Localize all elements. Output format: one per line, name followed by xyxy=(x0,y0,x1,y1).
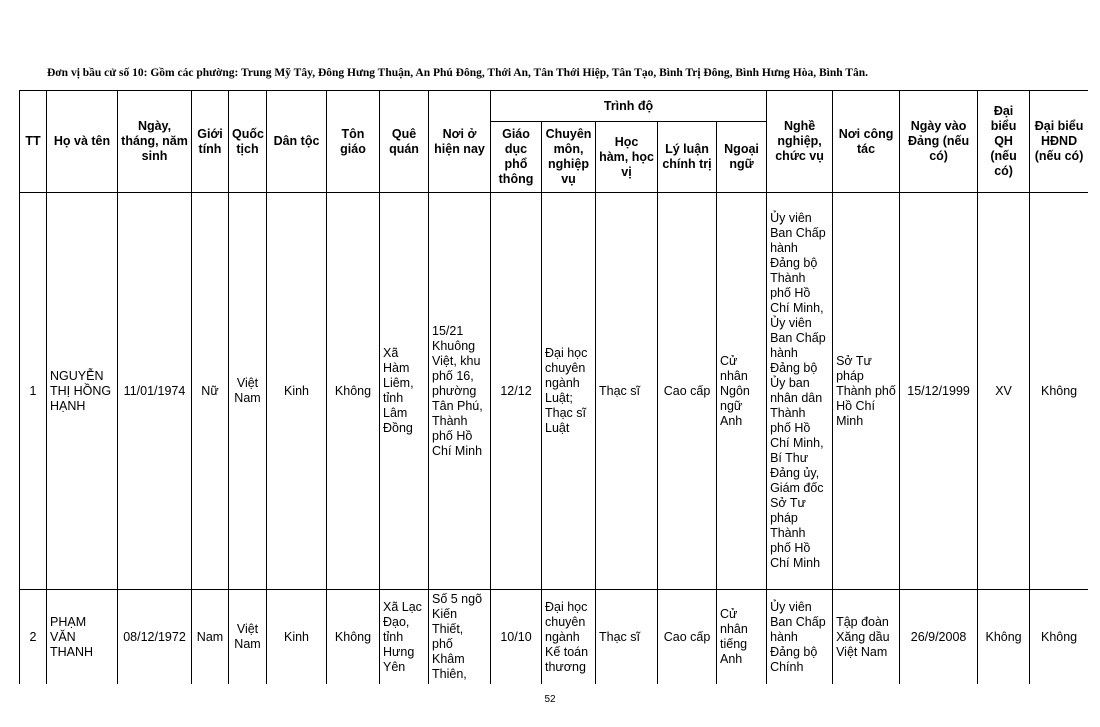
cell-general-edu: 12/12 xyxy=(491,193,542,590)
col-academic: Học hàm, học vị xyxy=(596,122,658,193)
col-pc-delegate: Đại biểu HĐND (nếu có) xyxy=(1030,91,1088,193)
col-education-group: Trình độ xyxy=(491,91,767,122)
cell-political: Cao cấp xyxy=(658,193,717,590)
table-row xyxy=(20,590,1089,685)
cell-residence: 15/21 Khuông Việt, khu phố 16, phường Tân Phú, Thành phố Hồ Chí Minh xyxy=(429,193,491,590)
col-ethnicity: Dân tộc xyxy=(267,91,327,193)
cell-language: Cử nhân Ngôn ngữ Anh xyxy=(717,193,767,590)
cell-religion: Không xyxy=(327,193,380,590)
cell-ethnicity: Kinh xyxy=(267,590,327,685)
cell-tt: 1 xyxy=(20,193,47,590)
cell-name: PHẠM VĂN THANH xyxy=(47,590,118,685)
cell-gender: Nữ xyxy=(192,193,229,590)
cell-political: Cao cấp xyxy=(658,590,717,685)
cell-pc-delegate: Không xyxy=(1030,590,1088,685)
page-number: 52 xyxy=(544,694,556,705)
col-gender: Giới tính xyxy=(192,91,229,193)
cell-hometown: Xã Lạc Đạo, tỉnh Hưng Yên xyxy=(380,590,429,685)
col-tt: TT xyxy=(20,91,47,193)
col-occupation: Nghề nghiệp, chức vụ xyxy=(767,91,833,193)
col-dob: Ngày, tháng, năm sinh xyxy=(118,91,192,193)
col-na-delegate: Đại biểu QH (nếu có) xyxy=(978,91,1030,193)
col-workplace: Nơi công tác xyxy=(833,91,900,193)
header-line: Đơn vị bầu cử số 10: Gồm các phường: Trung Mỹ Tây, Đông Hưng Thuận, An Phú Đông, Thới An, Tân Thới Hiệp, Tân Tạo, Bình Trị Đông, Bình Hưng Hòa, Bình Tân. xyxy=(47,67,868,79)
cell-occupation: Ủy viên Ban Chấp hành Đảng bộ Chính xyxy=(767,590,833,685)
col-residence: Nơi ở hiện nay xyxy=(429,91,491,193)
cell-ethnicity: Kinh xyxy=(267,193,327,590)
cell-residence: Số 5 ngõ Kiến Thiết, phố Khâm Thiên, xyxy=(429,590,491,685)
col-party-date: Ngày vào Đảng (nếu có) xyxy=(900,91,978,193)
cell-nationality: Việt Nam xyxy=(229,193,267,590)
table-container xyxy=(19,90,1088,684)
cell-na-delegate: XV xyxy=(978,193,1030,590)
cell-pc-delegate: Không xyxy=(1030,193,1088,590)
cell-party-date: 26/9/2008 xyxy=(900,590,978,685)
cell-hometown: Xã Hàm Liêm, tỉnh Lâm Đồng xyxy=(380,193,429,590)
cell-name: NGUYỄN THỊ HỒNG HẠNH xyxy=(47,193,118,590)
cell-occupation: Ủy viên Ban Chấp hành Đảng bộ Thành phố Hồ Chí Minh, Ủy viên Ban Chấp hành Đảng bộ Ủy ban nhân dân Thành phố Hồ Chí Minh, Bí Thư Đảng ủy, Giám đốc Sở Tư pháp Thành phố Hồ Chí Minh xyxy=(767,193,833,590)
cell-tt: 2 xyxy=(20,590,47,685)
cell-dob: 08/12/1972 xyxy=(118,590,192,685)
col-religion: Tôn giáo xyxy=(327,91,380,193)
table-row xyxy=(20,193,1089,590)
cell-academic: Thạc sĩ xyxy=(596,590,658,685)
col-name: Họ và tên xyxy=(47,91,118,193)
cell-specialty: Đại học chuyên ngành Kế toán thương xyxy=(542,590,596,685)
cell-workplace: Tập đoàn Xăng dầu Việt Nam xyxy=(833,590,900,685)
cell-na-delegate: Không xyxy=(978,590,1030,685)
candidates-table xyxy=(19,90,1088,684)
col-hometown: Quê quán xyxy=(380,91,429,193)
cell-dob: 11/01/1974 xyxy=(118,193,192,590)
cell-gender: Nam xyxy=(192,590,229,685)
cell-party-date: 15/12/1999 xyxy=(900,193,978,590)
cell-general-edu: 10/10 xyxy=(491,590,542,685)
col-nationality: Quốc tịch xyxy=(229,91,267,193)
cell-nationality: Việt Nam xyxy=(229,590,267,685)
cell-language: Cử nhân tiếng Anh xyxy=(717,590,767,685)
cell-specialty: Đại học chuyên ngành Luật; Thạc sĩ Luật xyxy=(542,193,596,590)
col-language: Ngoại ngữ xyxy=(717,122,767,193)
col-political: Lý luận chính trị xyxy=(658,122,717,193)
cell-academic: Thạc sĩ xyxy=(596,193,658,590)
col-general-edu: Giáo dục phổ thông xyxy=(491,122,542,193)
cell-religion: Không xyxy=(327,590,380,685)
cell-workplace: Sở Tư pháp Thành phố Hồ Chí Minh xyxy=(833,193,900,590)
col-specialty: Chuyên môn, nghiệp vụ xyxy=(542,122,596,193)
